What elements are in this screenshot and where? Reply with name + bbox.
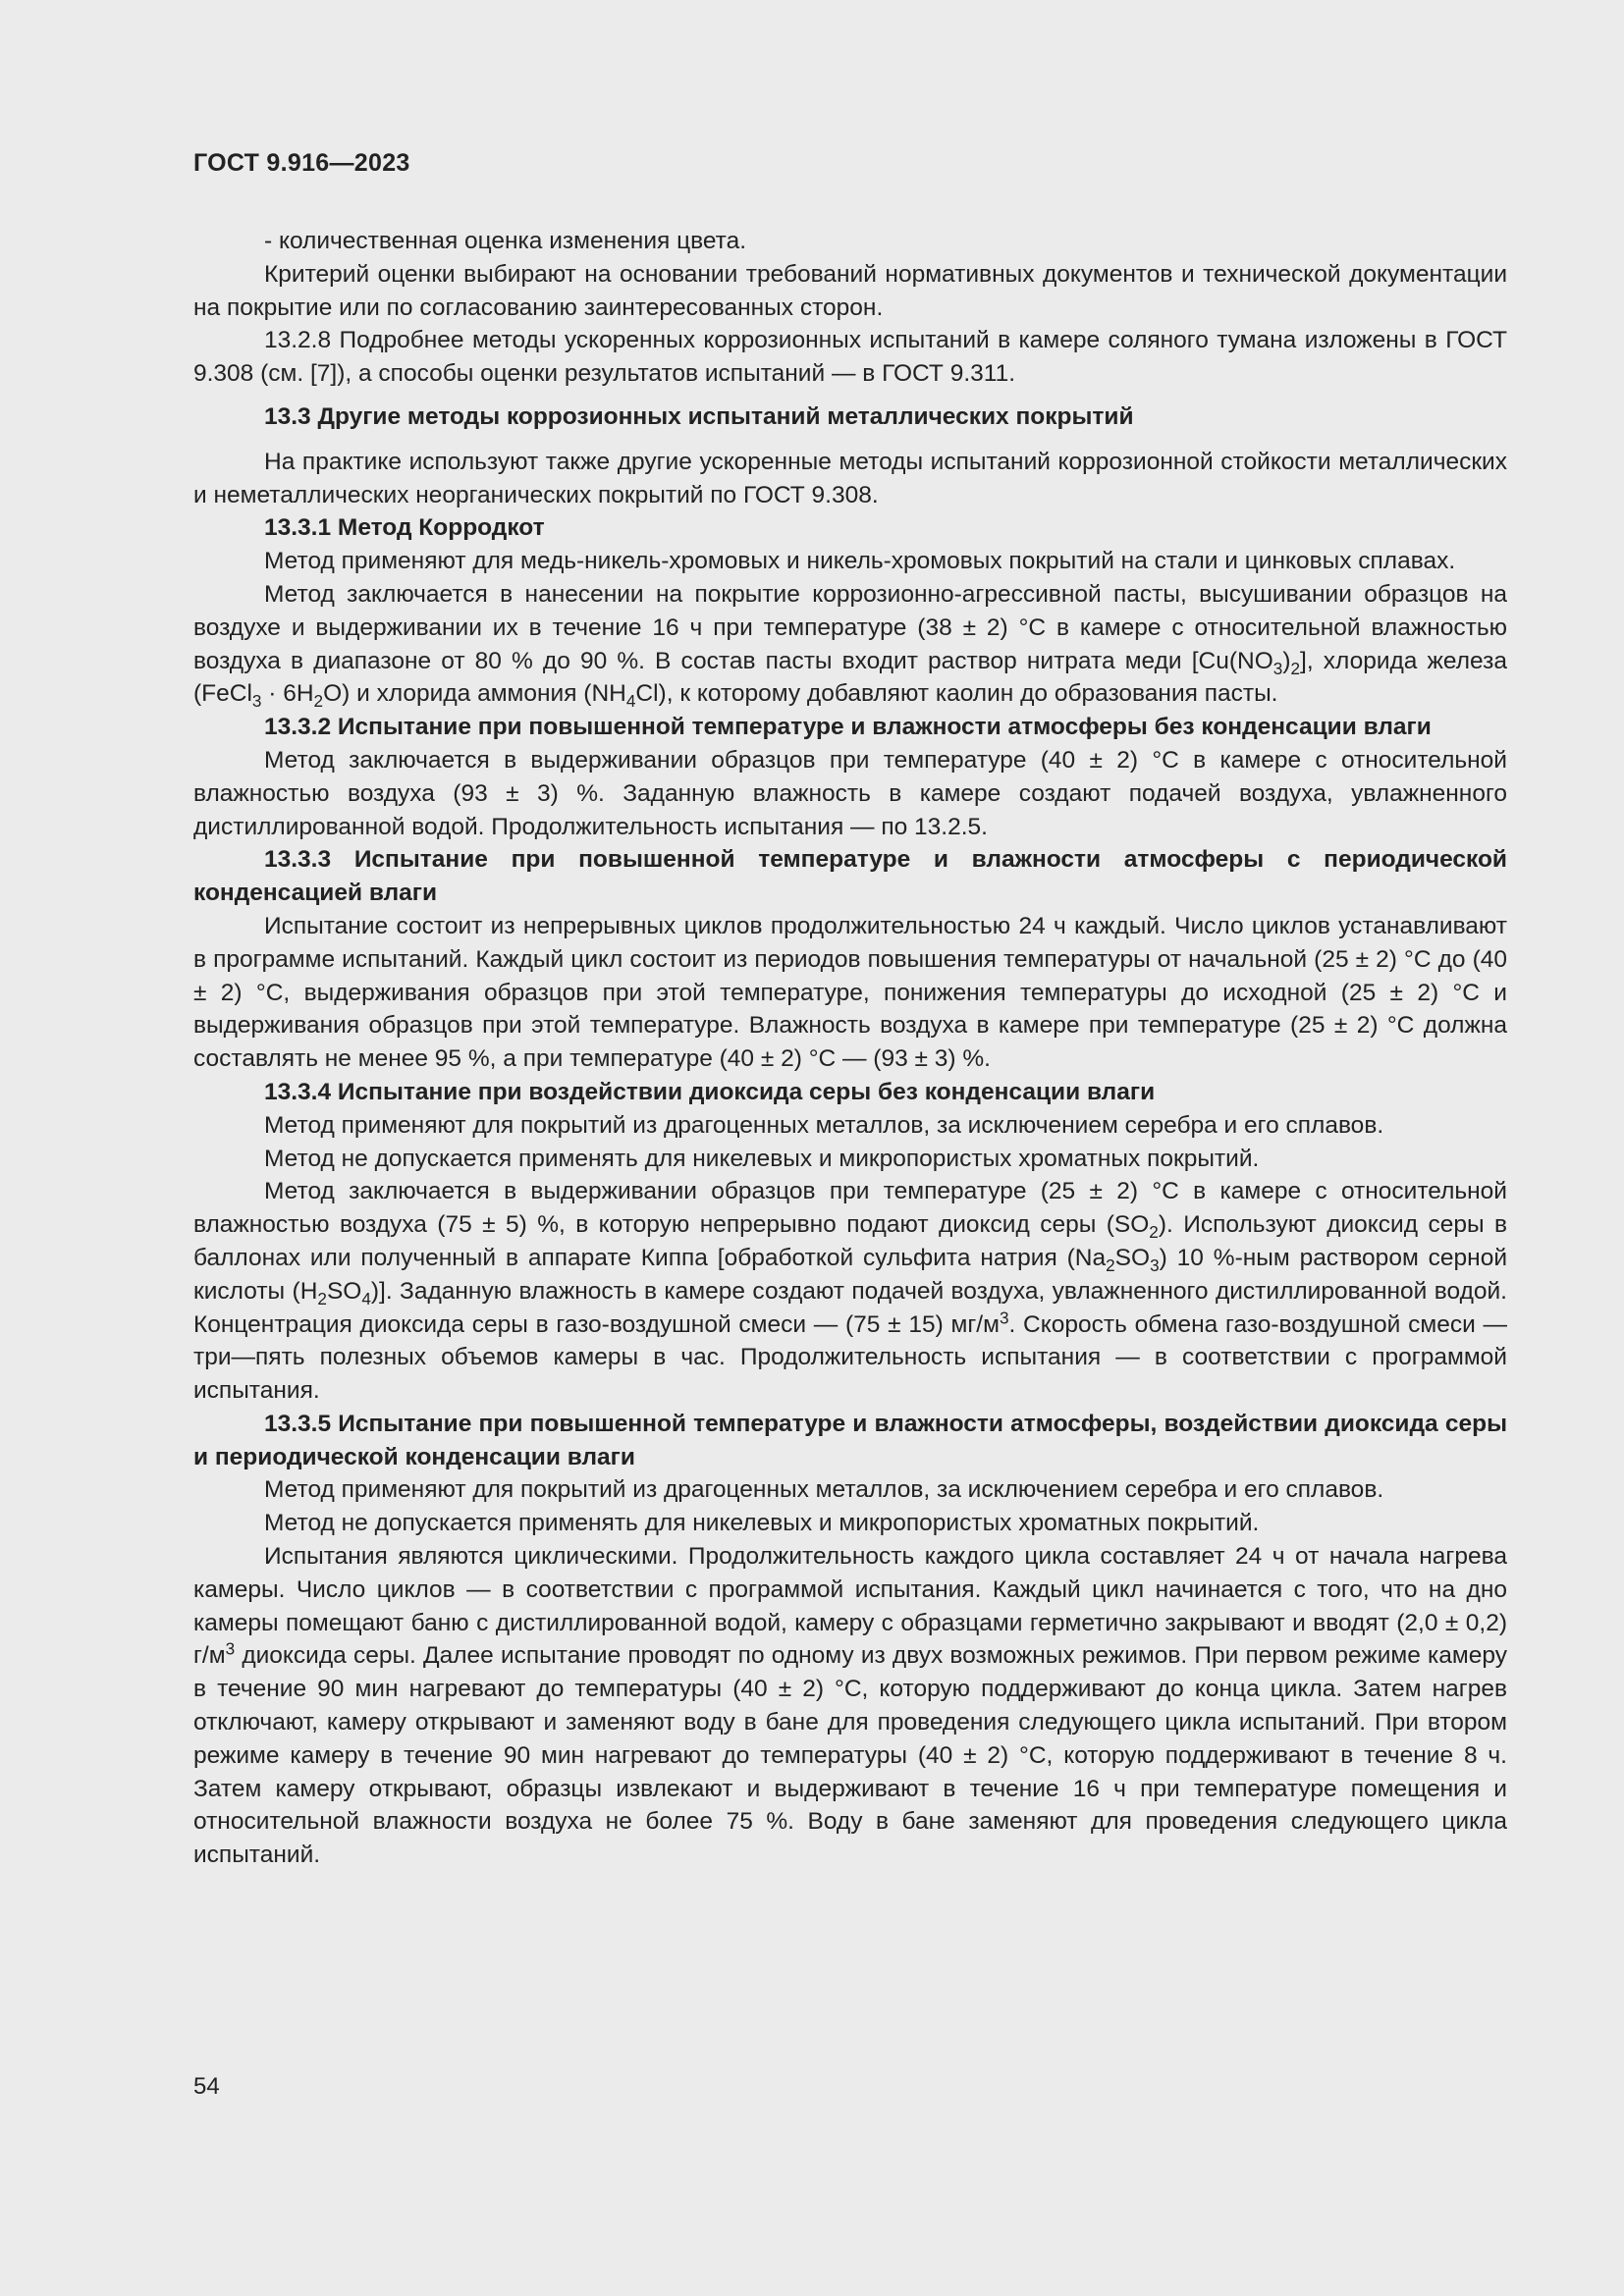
section-heading-13-3-3: 13.3.3 Испытание при повышенной температуре и влажности атмосферы с периодической конденсацией влаги [193, 846, 1507, 907]
paragraph: - количественная оценка изменения цвета. [264, 228, 747, 254]
paragraph: Испытание состоит из непрерывных циклов продолжительностью 24 ч каждый. Число циклов устанавливают в программе испытаний. Каждый цикл состоит из периодов повышения температуры от начальной (25 ± 2) °С до (40 ± 2) °С, выдерживания образцов при этой температуре, понижения температуры до исходной (25 ± 2) °С и выдерживания образцов при этой температуре. Влажность воздуха в камере при температуре (25 ± 2) °С должна составлять не менее 95 %, а при температуре (40 ± 2) °С — (93 ± 3) %. [193, 912, 1507, 1073]
page-number: 54 [193, 2073, 220, 2100]
paragraph: Метод заключается в выдерживании образцов при температуре (25 ± 2) °С в камере с относительной влажностью воздуха (75 ± 5) %, в которую непрерывно подают диоксид серы $(SO_2)$. Используют диоксид серы в баллонах или полученный в аппарате Киппа [обработкой сульфита натрия $(Na_2SO_3)$ 10 %-ным раствором серной кислоты $(H_2SO_4)$]. Заданную влажность в камере создают подачей воздуха, увлажненного дистиллированной водой. Концентрация диоксида серы в газо-воздушной смеси — (75 ± 15) $мг/м^3$. Скорость обмена газо-воздушной смеси — три—пять полезных объемов камеры в час. Продолжительность испытания — в соответствии с программой испытания. [193, 1178, 1508, 1405]
document-body [193, 225, 1507, 1872]
document-header: ГОСТ 9.916—2023 [193, 149, 410, 177]
paragraph: Метод применяют для покрытий из драгоценных металлов, за исключением серебра и его сплавов. [264, 1111, 1384, 1139]
paragraph: Метод не допускается применять для никелевых и микропористых хроматных покрытий. [264, 1510, 1260, 1537]
section-heading-13-3-4: 13.3.4 Испытание при воздействии диоксида серы без конденсации влаги [264, 1078, 1156, 1105]
paragraph: Критерий оценки выбирают на основании требований нормативных документов и технической документации на покрытие или по согласованию заинтересованных сторон. [193, 260, 1507, 321]
paragraph: На практике используют также другие ускоренные методы испытаний коррозионной стойкости металлических и неметаллических неорганических покрытий по ГОСТ 9.308. [193, 448, 1507, 508]
paragraph: Метод применяют для медь-никель-хромовых и никель-хромовых покрытий на стали и цинковых сплавах. [264, 548, 1456, 575]
paragraph: Испытания являются циклическими. Продолжительность каждого цикла составляет 24 ч от начала нагрева камеры. Число циклов — в соответствии с программой испытания. Каждый цикл начинается с того, что на дно камеры помещают баню с дистиллированной водой, камеру с образцами герметично закрывают и вводят (2,0 ± 0,2) $г/м^3$ диоксида серы. Далее испытание проводят по одному из двух возможных режимов. При первом режиме камеру в течение 90 мин нагревают до температуры (40 ± 2) °С, которую поддерживают до конца цикла. Затем нагрев отключают, камеру открывают и заменяют воду в бане для проведения следующего цикла испытаний. При втором режиме камеру в течение 90 мин нагревают до температуры (40 ± 2) °С, которую поддерживают в течение 8 ч. Затем камеру открывают, образцы извлекают и выдерживают в течение 16 ч при температуре помещения и относительной влажности воздуха не более 75 %. Воду в бане заменяют для проведения следующего цикла испытаний. [193, 1543, 1507, 1869]
section-heading-13-3: 13.3 Другие методы коррозионных испытаний металлических покрытий [264, 402, 1134, 430]
section-heading-13-3-1: 13.3.1 Метод Корродкот [264, 514, 545, 542]
paragraph: Метод заключается в выдерживании образцов при температуре (40 ± 2) °С в камере с относительной влажностью воздуха (93 ± 3) %. Заданную влажность в камере создают подачей воздуха, увлажненного дистиллированной водой. Продолжительность испытания — по 13.2.5. [193, 746, 1507, 840]
paragraph: 13.2.8 Подробнее методы ускоренных коррозионных испытаний в камере соляного тумана изложены в ГОСТ 9.308 (см. [7]), а способы оценки результатов испытаний — в ГОСТ 9.311. [193, 327, 1507, 388]
paragraph: Метод применяют для покрытий из драгоценных металлов, за исключением серебра и его сплавов. [264, 1476, 1384, 1504]
section-heading-13-3-5: 13.3.5 Испытание при повышенной температуре и влажности атмосферы, воздействии диоксида серы и периодической конденсации влаги [193, 1410, 1507, 1470]
paragraph: Метод не допускается применять для никелевых и микропористых хроматных покрытий. [264, 1145, 1260, 1172]
section-heading-13-3-2: 13.3.2 Испытание при повышенной температуре и влажности атмосферы без конденсации влаги [264, 714, 1432, 741]
paragraph: Метод заключается в нанесении на покрытие коррозионно-агрессивной пасты, высушивании образцов на воздухе и выдерживании их в течение 16 ч при температуре (38 ± 2) °С в камере с относительной влажностью воздуха в диапазоне от 80 % до 90 %. В состав пасты входит раствор нитрата меди $[Cu(NO_3)_2]$, хлорида железа (FeCl$_3$ · $6H_2O$) и хлорида аммония $(NH_4Cl)$, к которому добавляют каолин до образования пасты. [193, 580, 1507, 712]
